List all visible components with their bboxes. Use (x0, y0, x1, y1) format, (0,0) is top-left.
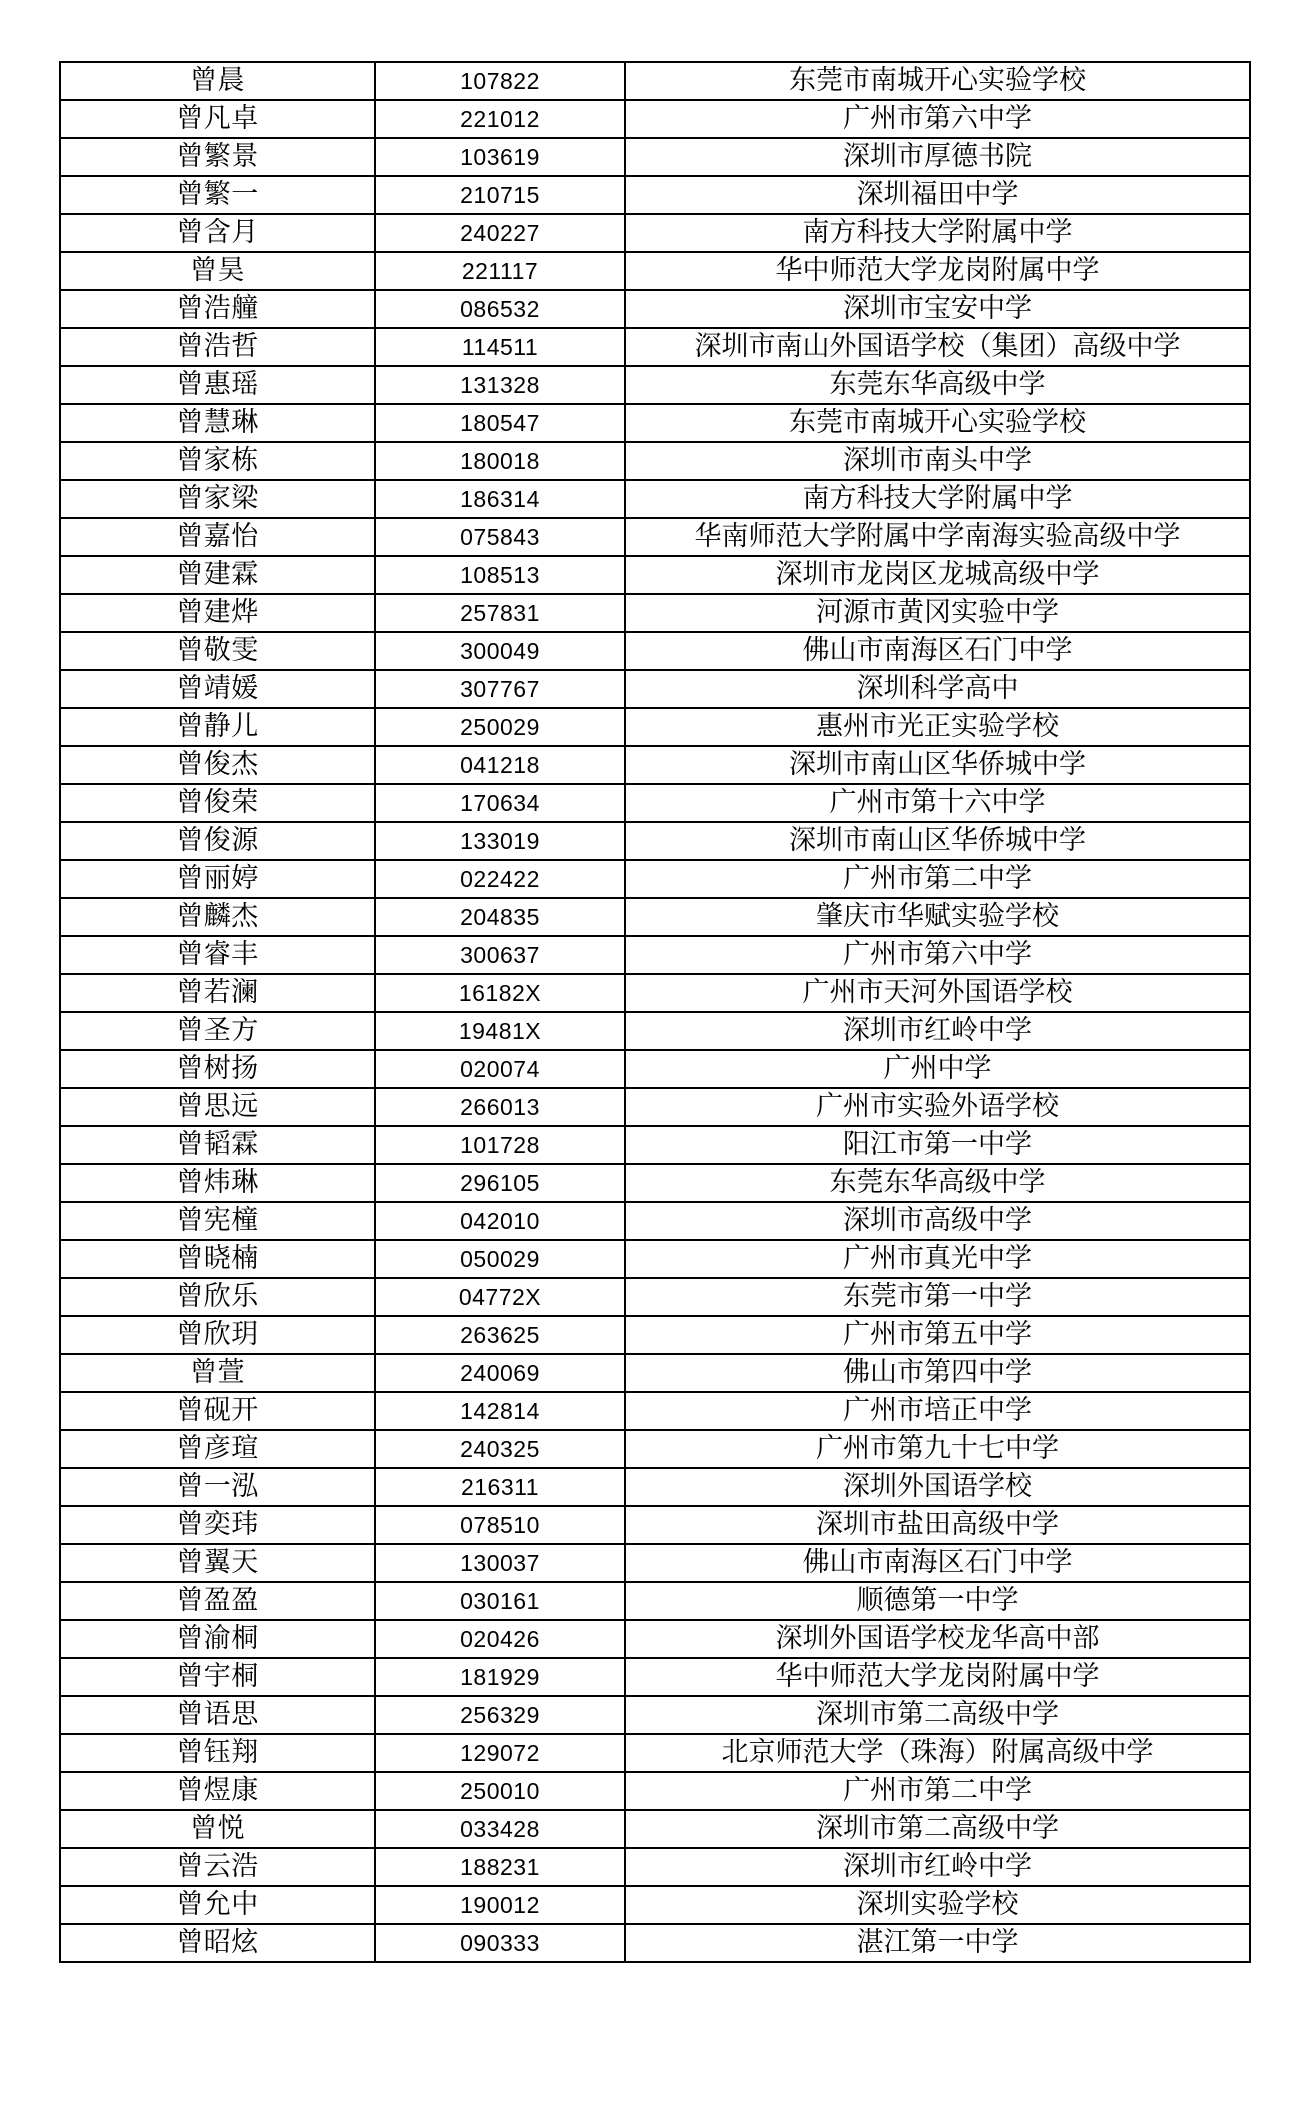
school-cell: 佛山市南海区石门中学 (625, 632, 1250, 670)
student-name-cell: 曾家栋 (60, 442, 375, 480)
student-name-cell: 曾建烨 (60, 594, 375, 632)
student-name-cell: 曾宇桐 (60, 1658, 375, 1696)
student-id-cell: 101728 (375, 1126, 625, 1164)
table-row (60, 1620, 1250, 1658)
school-cell: 深圳科学高中 (625, 670, 1250, 708)
student-id-cell: 042010 (375, 1202, 625, 1240)
school-cell: 深圳市盐田高级中学 (625, 1506, 1250, 1544)
table-row (60, 1886, 1250, 1924)
student-id-cell: 181929 (375, 1658, 625, 1696)
student-name-cell: 曾嘉怡 (60, 518, 375, 556)
school-cell: 南方科技大学附属中学 (625, 480, 1250, 518)
table-row (60, 898, 1250, 936)
student-id-cell: 170634 (375, 784, 625, 822)
student-id-cell: 210715 (375, 176, 625, 214)
school-cell: 广州市第二中学 (625, 860, 1250, 898)
school-cell: 东莞市南城开心实验学校 (625, 404, 1250, 442)
student-id-cell: 250029 (375, 708, 625, 746)
student-id-cell: 130037 (375, 1544, 625, 1582)
table-row (60, 1050, 1250, 1088)
student-id-cell: 256329 (375, 1696, 625, 1734)
student-table-body (60, 62, 1250, 1962)
school-cell: 深圳市南山区华侨城中学 (625, 746, 1250, 784)
student-id-cell: 078510 (375, 1506, 625, 1544)
school-cell: 深圳市宝安中学 (625, 290, 1250, 328)
school-cell: 华中师范大学龙岗附属中学 (625, 1658, 1250, 1696)
student-name-cell: 曾繁景 (60, 138, 375, 176)
student-name-cell: 曾敬雯 (60, 632, 375, 670)
student-name-cell: 曾炜琳 (60, 1164, 375, 1202)
student-id-cell: 19481X (375, 1012, 625, 1050)
student-name-cell: 曾静儿 (60, 708, 375, 746)
student-name-cell: 曾树扬 (60, 1050, 375, 1088)
student-id-cell: 300637 (375, 936, 625, 974)
student-id-cell: 221117 (375, 252, 625, 290)
student-name-cell: 曾昊 (60, 252, 375, 290)
table-row (60, 784, 1250, 822)
table-row (60, 1316, 1250, 1354)
student-id-cell: 133019 (375, 822, 625, 860)
student-name-cell: 曾俊荣 (60, 784, 375, 822)
school-cell: 华南师范大学附属中学南海实验高级中学 (625, 518, 1250, 556)
student-name-cell: 曾丽婷 (60, 860, 375, 898)
student-name-cell: 曾盈盈 (60, 1582, 375, 1620)
school-cell: 广州市第十六中学 (625, 784, 1250, 822)
school-cell: 河源市黄冈实验中学 (625, 594, 1250, 632)
school-cell: 东莞市第一中学 (625, 1278, 1250, 1316)
student-id-cell: 108513 (375, 556, 625, 594)
student-name-cell: 曾圣方 (60, 1012, 375, 1050)
student-id-cell: 022422 (375, 860, 625, 898)
school-cell: 广州市第六中学 (625, 936, 1250, 974)
student-id-cell: 020074 (375, 1050, 625, 1088)
school-cell: 广州市第六中学 (625, 100, 1250, 138)
school-cell: 顺德第一中学 (625, 1582, 1250, 1620)
student-id-cell: 075843 (375, 518, 625, 556)
school-cell: 北京师范大学（珠海）附属高级中学 (625, 1734, 1250, 1772)
table-row (60, 252, 1250, 290)
table-row (60, 1848, 1250, 1886)
student-id-cell: 033428 (375, 1810, 625, 1848)
school-cell: 东莞东华高级中学 (625, 366, 1250, 404)
student-id-cell: 296105 (375, 1164, 625, 1202)
student-name-cell: 曾慧琳 (60, 404, 375, 442)
student-name-cell: 曾昭炫 (60, 1924, 375, 1962)
school-cell: 深圳市南山区华侨城中学 (625, 822, 1250, 860)
table-row (60, 1126, 1250, 1164)
table-row (60, 100, 1250, 138)
table-row (60, 1772, 1250, 1810)
table-row (60, 1544, 1250, 1582)
table-row (60, 708, 1250, 746)
student-id-cell: 240069 (375, 1354, 625, 1392)
student-id-cell: 188231 (375, 1848, 625, 1886)
student-name-cell: 曾萱 (60, 1354, 375, 1392)
student-name-cell: 曾语思 (60, 1696, 375, 1734)
student-id-cell: 216311 (375, 1468, 625, 1506)
table-row (60, 214, 1250, 252)
table-row (60, 1278, 1250, 1316)
student-id-cell: 221012 (375, 100, 625, 138)
table-row (60, 1582, 1250, 1620)
student-name-cell: 曾砚开 (60, 1392, 375, 1430)
school-cell: 阳江市第一中学 (625, 1126, 1250, 1164)
student-name-cell: 曾煜康 (60, 1772, 375, 1810)
school-cell: 佛山市第四中学 (625, 1354, 1250, 1392)
student-name-cell: 曾靖媛 (60, 670, 375, 708)
table-row (60, 1468, 1250, 1506)
table-row (60, 556, 1250, 594)
student-name-cell: 曾欣乐 (60, 1278, 375, 1316)
school-cell: 东莞市南城开心实验学校 (625, 62, 1250, 100)
student-name-cell: 曾若澜 (60, 974, 375, 1012)
table-row (60, 1012, 1250, 1050)
table-row (60, 1696, 1250, 1734)
table-row (60, 1734, 1250, 1772)
student-id-cell: 180547 (375, 404, 625, 442)
student-id-cell: 142814 (375, 1392, 625, 1430)
table-row (60, 974, 1250, 1012)
school-cell: 深圳市红岭中学 (625, 1012, 1250, 1050)
table-row (60, 328, 1250, 366)
table-row (60, 746, 1250, 784)
student-name-cell: 曾允中 (60, 1886, 375, 1924)
school-cell: 广州市培正中学 (625, 1392, 1250, 1430)
student-name-cell: 曾含月 (60, 214, 375, 252)
table-row (60, 860, 1250, 898)
table-row (60, 176, 1250, 214)
student-id-cell: 030161 (375, 1582, 625, 1620)
school-cell: 华中师范大学龙岗附属中学 (625, 252, 1250, 290)
student-id-cell: 020426 (375, 1620, 625, 1658)
student-id-cell: 300049 (375, 632, 625, 670)
student-id-cell: 114511 (375, 328, 625, 366)
table-row (60, 1088, 1250, 1126)
school-cell: 广州市实验外语学校 (625, 1088, 1250, 1126)
student-name-cell: 曾钰翔 (60, 1734, 375, 1772)
table-row (60, 138, 1250, 176)
student-id-cell: 240227 (375, 214, 625, 252)
student-id-cell: 240325 (375, 1430, 625, 1468)
school-cell: 南方科技大学附属中学 (625, 214, 1250, 252)
school-cell: 深圳市南头中学 (625, 442, 1250, 480)
student-id-cell: 204835 (375, 898, 625, 936)
student-name-cell: 曾惠瑶 (60, 366, 375, 404)
table-row (60, 1810, 1250, 1848)
table-row (60, 632, 1250, 670)
school-cell: 深圳市厚德书院 (625, 138, 1250, 176)
student-id-cell: 16182X (375, 974, 625, 1012)
table-row (60, 594, 1250, 632)
table-row (60, 366, 1250, 404)
school-cell: 东莞东华高级中学 (625, 1164, 1250, 1202)
table-row (60, 936, 1250, 974)
student-name-cell: 曾浩艟 (60, 290, 375, 328)
school-cell: 惠州市光正实验学校 (625, 708, 1250, 746)
student-table (59, 61, 1251, 1963)
school-cell: 深圳市第二高级中学 (625, 1810, 1250, 1848)
student-name-cell: 曾渝桐 (60, 1620, 375, 1658)
school-cell: 湛江第一中学 (625, 1924, 1250, 1962)
student-name-cell: 曾欣玥 (60, 1316, 375, 1354)
student-name-cell: 曾思远 (60, 1088, 375, 1126)
table-row (60, 290, 1250, 328)
student-name-cell: 曾云浩 (60, 1848, 375, 1886)
school-cell: 广州市真光中学 (625, 1240, 1250, 1278)
school-cell: 广州市第五中学 (625, 1316, 1250, 1354)
table-row (60, 1430, 1250, 1468)
school-cell: 广州市天河外国语学校 (625, 974, 1250, 1012)
student-name-cell: 曾晓楠 (60, 1240, 375, 1278)
table-row (60, 1202, 1250, 1240)
table-row (60, 518, 1250, 556)
school-cell: 广州市第九十七中学 (625, 1430, 1250, 1468)
student-id-cell: 107822 (375, 62, 625, 100)
student-name-cell: 曾浩哲 (60, 328, 375, 366)
student-id-cell: 050029 (375, 1240, 625, 1278)
school-cell: 深圳市红岭中学 (625, 1848, 1250, 1886)
student-name-cell: 曾家梁 (60, 480, 375, 518)
table-row (60, 822, 1250, 860)
student-id-cell: 263625 (375, 1316, 625, 1354)
student-name-cell: 曾睿丰 (60, 936, 375, 974)
student-id-cell: 086532 (375, 290, 625, 328)
table-row (60, 1924, 1250, 1962)
student-id-cell: 090333 (375, 1924, 625, 1962)
student-name-cell: 曾奕玮 (60, 1506, 375, 1544)
school-cell: 深圳市高级中学 (625, 1202, 1250, 1240)
student-name-cell: 曾麟杰 (60, 898, 375, 936)
student-name-cell: 曾彦瑄 (60, 1430, 375, 1468)
table-row (60, 1658, 1250, 1696)
table-row (60, 62, 1250, 100)
school-cell: 广州中学 (625, 1050, 1250, 1088)
student-name-cell: 曾宪橦 (60, 1202, 375, 1240)
student-id-cell: 04772X (375, 1278, 625, 1316)
student-name-cell: 曾悦 (60, 1810, 375, 1848)
table-row (60, 1354, 1250, 1392)
student-name-cell: 曾建霖 (60, 556, 375, 594)
student-id-cell: 307767 (375, 670, 625, 708)
student-name-cell: 曾繁一 (60, 176, 375, 214)
student-id-cell: 186314 (375, 480, 625, 518)
student-id-cell: 266013 (375, 1088, 625, 1126)
student-id-cell: 257831 (375, 594, 625, 632)
table-row (60, 1392, 1250, 1430)
school-cell: 深圳市第二高级中学 (625, 1696, 1250, 1734)
school-cell: 深圳外国语学校龙华高中部 (625, 1620, 1250, 1658)
student-name-cell: 曾翼天 (60, 1544, 375, 1582)
table-row (60, 670, 1250, 708)
table-row (60, 1506, 1250, 1544)
student-id-cell: 129072 (375, 1734, 625, 1772)
student-id-cell: 250010 (375, 1772, 625, 1810)
student-name-cell: 曾晨 (60, 62, 375, 100)
student-id-cell: 041218 (375, 746, 625, 784)
roster-sheet (59, 61, 1249, 1963)
student-name-cell: 曾一泓 (60, 1468, 375, 1506)
student-name-cell: 曾俊源 (60, 822, 375, 860)
student-name-cell: 曾俊杰 (60, 746, 375, 784)
student-id-cell: 190012 (375, 1886, 625, 1924)
table-row (60, 480, 1250, 518)
table-row (60, 404, 1250, 442)
table-row (60, 1164, 1250, 1202)
school-cell: 深圳市南山外国语学校（集团）高级中学 (625, 328, 1250, 366)
school-cell: 深圳实验学校 (625, 1886, 1250, 1924)
school-cell: 深圳福田中学 (625, 176, 1250, 214)
student-id-cell: 103619 (375, 138, 625, 176)
school-cell: 广州市第二中学 (625, 1772, 1250, 1810)
student-id-cell: 131328 (375, 366, 625, 404)
school-cell: 深圳外国语学校 (625, 1468, 1250, 1506)
school-cell: 佛山市南海区石门中学 (625, 1544, 1250, 1582)
student-name-cell: 曾凡卓 (60, 100, 375, 138)
school-cell: 肇庆市华赋实验学校 (625, 898, 1250, 936)
student-id-cell: 180018 (375, 442, 625, 480)
school-cell: 深圳市龙岗区龙城高级中学 (625, 556, 1250, 594)
student-name-cell: 曾韬霖 (60, 1126, 375, 1164)
table-row (60, 1240, 1250, 1278)
table-row (60, 442, 1250, 480)
